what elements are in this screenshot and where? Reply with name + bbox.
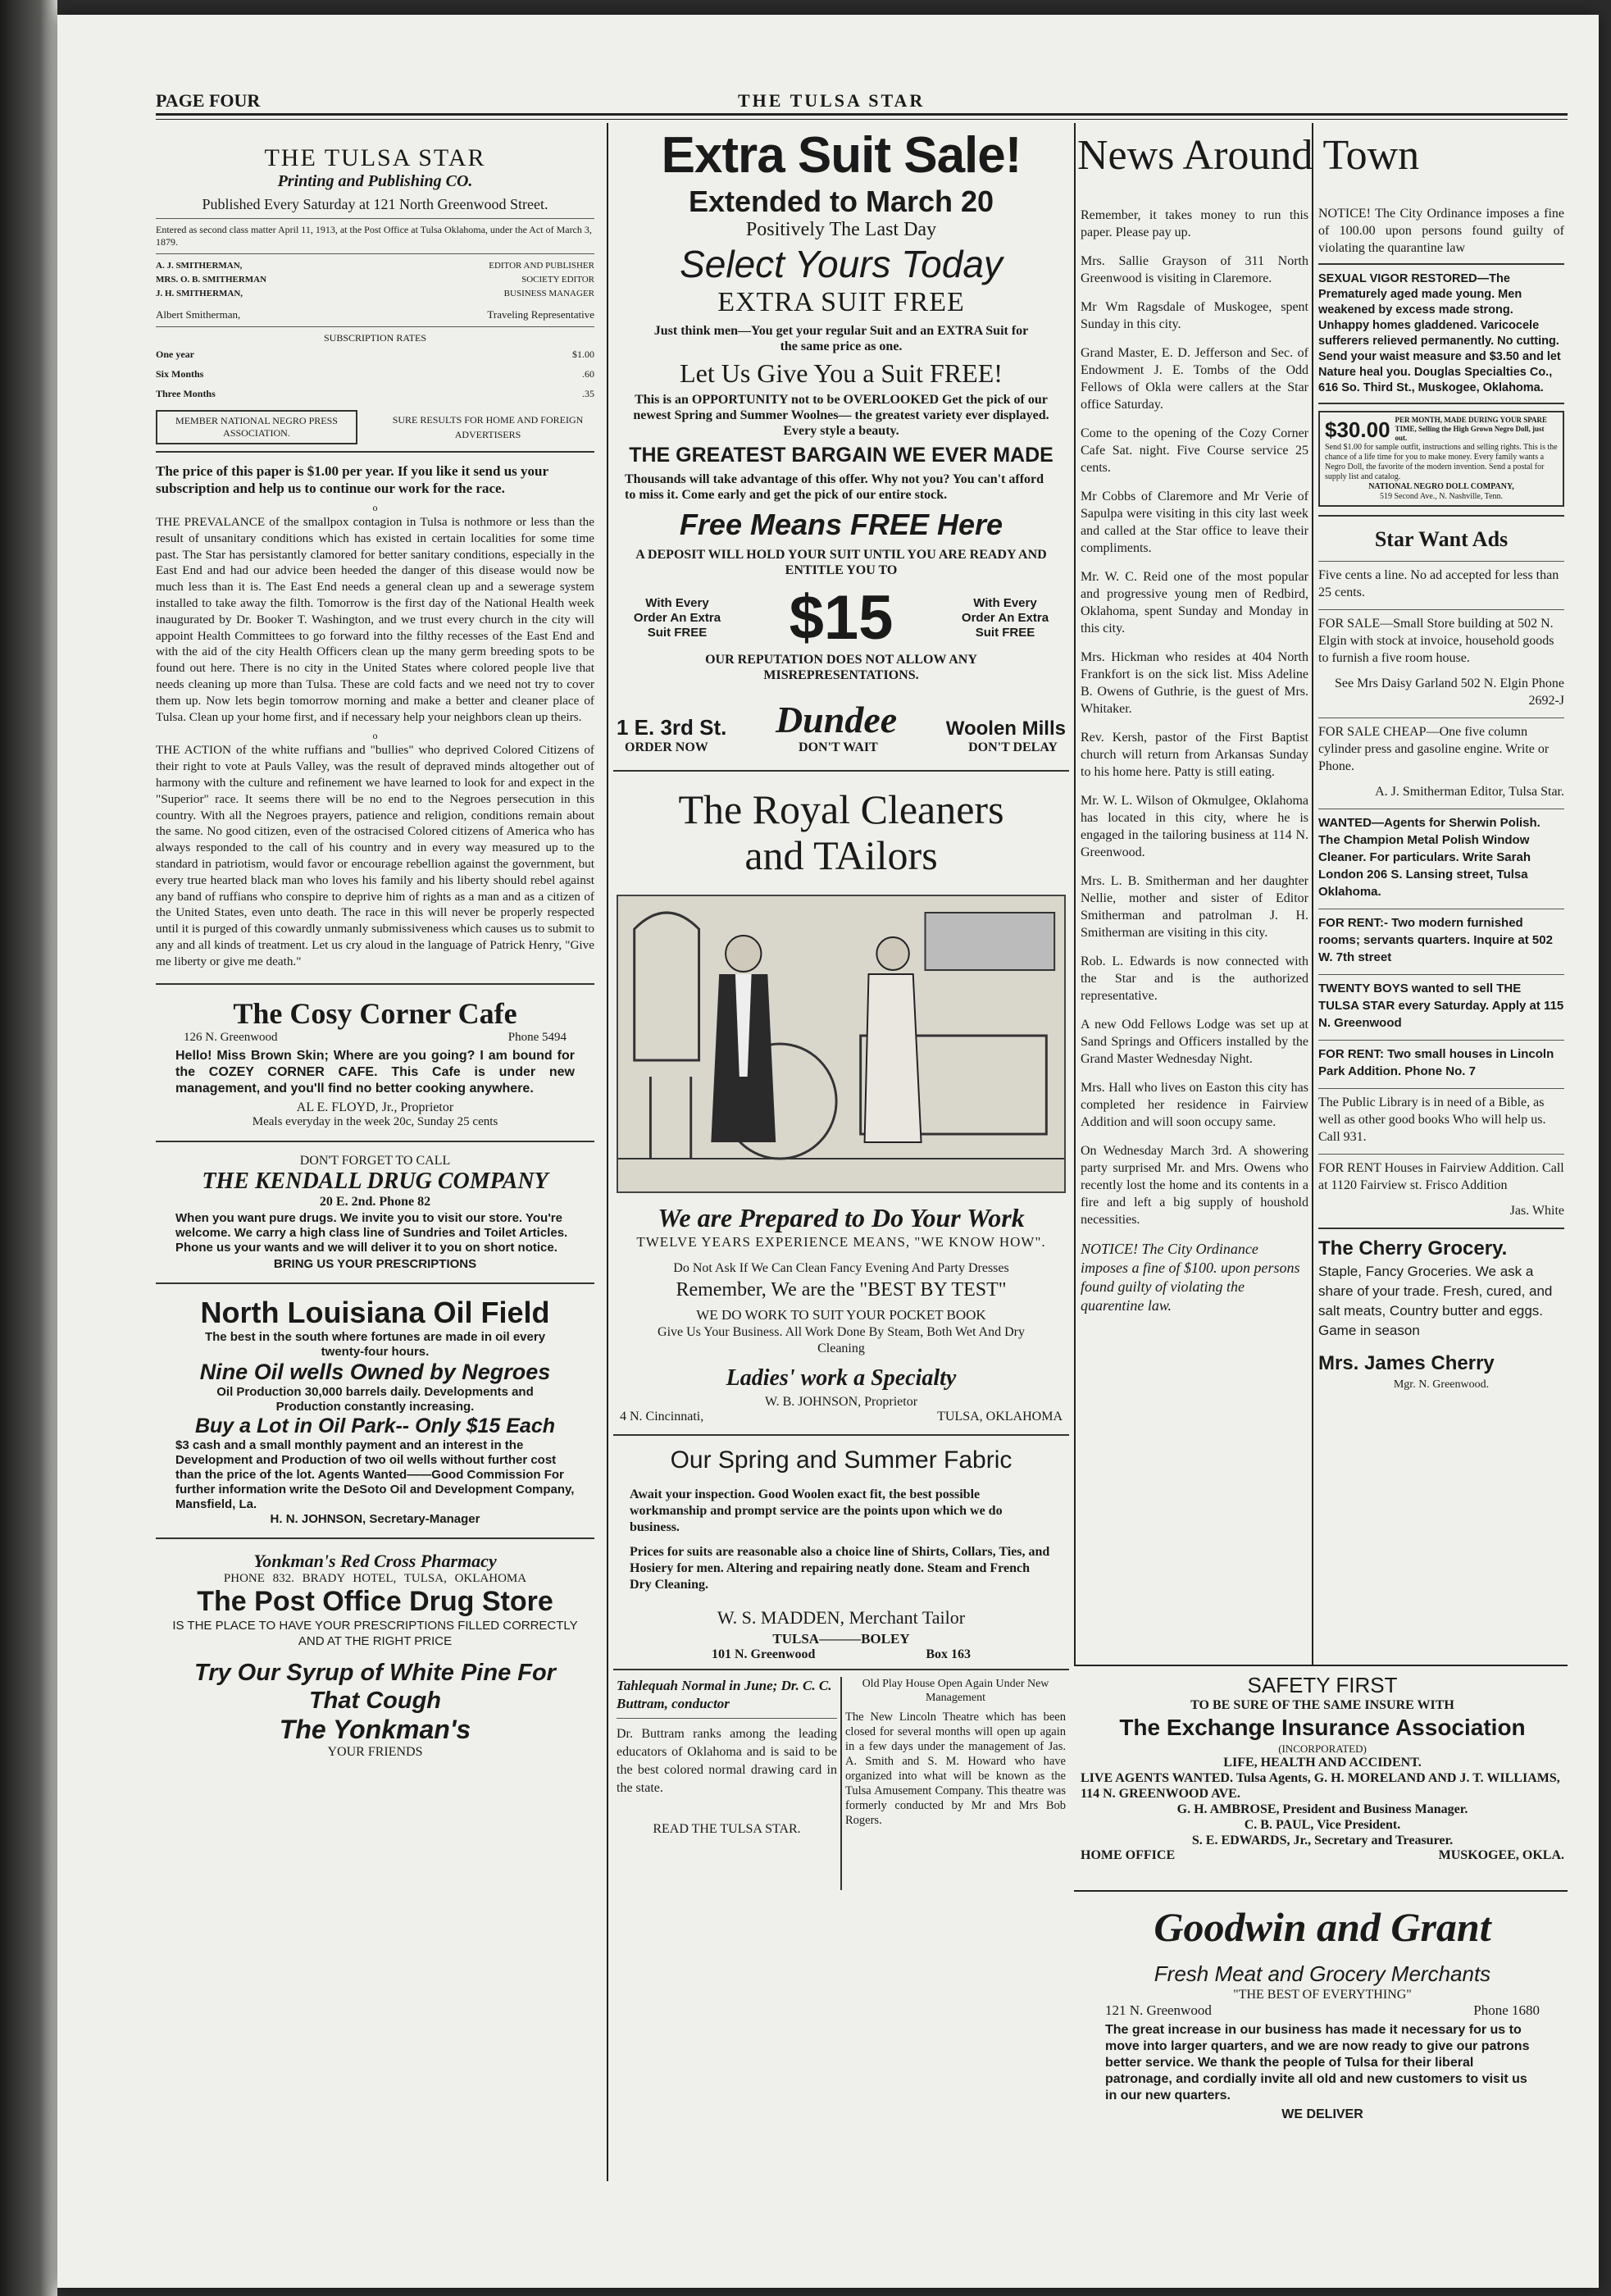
- want-ad: Jas. White: [1509, 1204, 1564, 1218]
- ad-madden-tailor: Our Spring and Summer Fabric Await your inspection. Good Woolen exact fit, the best possible workmanship and prompt service are the points upon which we do business. Prices for suits are reasonable also a choice line of Shirts, Collars, Ties, and Hosiery for men. Altering and repairing neatly done. Steam and French Dry Cleaning. W. S. MADDEN, Merchant Tailor TULSA———BOLEY 101 N. Greenwood Box 163: [630, 1446, 1050, 1661]
- subscription-rates: One year $1.00 Six Months .60 Three Months .35: [156, 348, 594, 399]
- ad-extra-suit-sale: Extra Suit Sale! Extended to March 20 Positively The Last Day Select Yours Today EXTRA SUIT FREE Just think men—You get your regular Suit and an EXTRA Suit for the same price as one. Let Us Give You a Suit FREE! This is an OPPORTUNITY not to be OVERLOOKED Get the pick of our newest Spring and Summer Woolnes— the greatest variety ever displayed. Every style a beauty. THE GREATEST BARGAIN WE EVER MADE Thousands will take advantage of this offer. Why not you? You can't afford to miss it. Come early and get the pick of our entire stock. Free Means FREE Here A DEPOSIT WILL HOLD YOUR SUIT UNTIL YOU ARE READY AND ENTITLE YOU TO With Every Order An Extra Suit FREE $15 With Every Order An Extra Suit FREE OUR REPUTATION DOES NOT ALLOW ANY MISREPRESENTATIONS. 1 E. 3rd St. Dundee Woolen Mills ORDER NOW DON'T WAIT DON'T DELAY: [617, 127, 1066, 754]
- want-ad: FOR RENT: Two small houses in Lincoln Park Addition. Phone No. 7: [1318, 1047, 1554, 1078]
- news-item: Rob. L. Edwards is now connected with the Star and is the authorized representative.: [1081, 954, 1308, 1003]
- ad-exchange-insurance: SAFETY FIRST TO BE SURE OF THE SAME INSURE WITH The Exchange Insurance Association (INCORPORATED) LIFE, HEALTH AND ACCIDENT. LIVE AGENTS WANTED. Tulsa Agents, G. H. MORELAND AND J. T. WILLIAMS, 114 N. GREENWOOD AVE. G. H. AMBROSE, President and Business Manager. C. B. PAUL, Vice President. S. E. EDWARDS, Jr., Secretary and Treasurer. HOME OFFICE MUSKOGEE, OKLA.: [1081, 1673, 1564, 1862]
- news-item: Remember, it takes money to run this paper. Please pay up.: [1081, 208, 1308, 239]
- column-want-ads: [1318, 205, 1564, 1665]
- rule-safety: [1074, 1665, 1568, 1666]
- illustration-tailor-shop: [617, 895, 1066, 1193]
- news-item: On Wednesday March 3rd. A showering party surprised Mr. and Mrs. Owens who recently lost the home and its contents in a fire and left a big supply of houshold necessities.: [1081, 1144, 1308, 1227]
- news-item: Grand Master, E. D. Jefferson and Sec. of Endowment J. E. Tombs of the Odd Fellows of Okla were callers at the Star office Saturday.: [1081, 346, 1308, 412]
- page-edge-shadow: [0, 0, 57, 2296]
- want-ad: FOR SALE—Small Store building at 502 N. Elgin with stock at invoice, household goods to furnish a five room house.: [1318, 617, 1554, 665]
- news-item: Mr. W. L. Wilson of Okmulgee, Oklahoma has located in this city, where he is engaged in the tailoring business at 114 N. Greenwood.: [1081, 794, 1308, 859]
- paper-title: THE TULSA STAR: [264, 144, 486, 171]
- published-line: Published Every Saturday at 121 North Greenwood Street.: [202, 196, 548, 212]
- news-title: News Around Town: [1077, 132, 1420, 179]
- page-number: PAGE FOUR: [156, 90, 261, 111]
- want-ad: See Mrs Daisy Garland 502 N. Elgin Phone 2692-J: [1335, 676, 1564, 708]
- column-rule-1: [607, 123, 608, 2181]
- news-item: Mrs. Hickman who resides at 404 North Frankfort is on the sick list. Miss Adeline B. Owens of Guthrie, is the guest of Mrs. Whitaker.: [1081, 650, 1308, 716]
- column-editorial: THE TULSA STAR Printing and Publishing CO. Published Every Saturday at 121 North Greenwood Street. Entered as second class matter April 11, 1913, at the Post Office at Tulsa Oklahoma, under the Act of March 3, 1879. A. J. SMITHERMAN, EDITOR AND PUBLISHER MRS. O. B. SMITHERMAN SOCIETY EDITOR J. H. SMITHERMAN, BUSINESS MANAGER Albert Smitherman, Traveling Representative SUBSCRIPTION RATES One year $1.00 Six Months .60 Three Months .35 MEMBER NATIONAL NEGRO PRESS ASSOCIATION. SURE RESULTS FOR HOME AND FOREIGN ADVERTISERS The price of this paper is $1.00 per year. If you like it send us your subscription and help us to continue our work for the race. o THE PREVALANCE of the smallpox contagion in Tulsa is nothmore or less than the result of unsanitary conditions which has existed in certain localities for some time past. The Star has persistantly clamored for better sanitary conditions, especially in the East End and had our advice been heeded the danger of this disease would now be much less than it is. The East End needs a general clean up and a sewerage system installed to take away the filth. Tomorrow is the first day of the National Health week inaugurated by Dr. Booker T. Washington, and we trust every church in the city will appoint Health Committees to go forward into the filthy recesses of the East End and with the aid of the city Health Officers clean up the many germ breeding spots to be found out here. There is no city in the United States where colored people live that needs cleaning up more than Tulsa. These are cold facts and we need not try to cover them up. Now lets begin tomorrow morning and make a better and cleaner place of Tulsa. Clean up your home first, and if necessary help your neighbors clean up theirs. o THE ACTION of the white ruffians and "bullies" who deprived Colored Citizens of their right to vote at Pauls Valley, was the result of depraved minds altogether out of harmony with the culture and refinement we have learned to look for and expect in the "Superior" race. It seems there will be no end to the Negroes persecution in this country. With all the Negroes prayers, patience and religion, conditions remain about the same. No good citizen, even of the ostracised Colored citizens of America who has always responded to the call of his country and in every way measured up to the standard in patriotism, would favor or encourage rebellion against the government, but every true hearted black man who loves his family and his liberty should rebel against any band of ruffians who conspire to deprive him of rights as a man and as a citizen of the United States, even unto death. The race in this will never be properly respected until it is purged of this cowardly unmanly submissiveness which causes us to submit to any and all kinds of treatment. Let us cry aloud in the language of Patrick Henry, "Give me liberty or give me death." The Cosy Corner Cafe 126 N. Greenwood Phone 5494 Hello! Miss Brown Skin; Where are you going? I am bound for the COZEY CORNER CAFE. This Cafe is under new management, and you'll find no better cooking anywhere. AL E. FLOYD, Jr., Proprietor Meals everyday in the week 20c, Sunday 25 cents DON'T FORGET TO CALL THE KENDALL DRUG COMPANY 20 E. 2nd. Phone 82 When you want pure drugs. We invite you to visit our store. You're welcome. We carry a high class line of Sundries and Toilet Articles. Phone us your wants and we will deliver it to you on short notice. BRING US YOUR PRESCRIPTIONS North Louisiana Oil Field The best in the south where fortunes are made in oil every twenty-four hours. Nine Oil wells Owned by Negroes Oil Production 30,000 barrels daily. Developments and Production constantly increasing. Buy a Lot in Oil Park-- Only $15 Each $3 cash and a small monthly payment and an interest in the Development and Production of two oil wells without further cost than the price of the lot. Agents Wanted——Good Commission For further information write the DeSoto Oil and Development Company, Mansfield, La. H. N. JOHNSON, Secretary-Manager Yonkman's Red Cross Pharmacy PHONE 832. BRADY HOTEL, TULSA, OKLAHOMA The Post Office Drug Store IS THE PLACE TO HAVE YOUR PRESCRIPTIONS FILLED CORRECTLY AND AT THE RIGHT PRICE Try Our Syrup of White Pine For That Cough The Yonkman's YOUR FRIENDS: [156, 139, 594, 2189]
- entered-line: Entered as second class matter April 11, 1913, at the Post Office at Tulsa Oklahoma, under the Act of March 3, 1879.: [156, 224, 592, 248]
- want-ad: TWENTY BOYS wanted to sell THE TULSA STAR every Saturday. Apply at 115 N. Greenwood: [1318, 982, 1564, 1030]
- rule-goodwin: [1074, 1890, 1568, 1892]
- ad-sexual-vigor: SEXUAL VIGOR RESTORED—The Prematurely aged made young. Men weakened by excess made strong. Unhappy homes gladdened. Varicocele sufferers relieved permanently. No cutting. Send your waist measure and $3.50 and let Nature heal you. Douglas Specialties Co., 616 So. Third St., Muskogee, Oklahoma.: [1318, 272, 1561, 394]
- price-15: $15: [789, 583, 894, 653]
- news-notice: NOTICE! The City Ordinance imposes a fine of $100. upon persons found guilty of violating the quarentine law.: [1081, 1241, 1300, 1314]
- ad-royal-cleaners: The Royal Cleaners and TAilors We are Prepared to Do Your Work TWELVE YEARS EXPERIENCE MEANS, "WE KNOW HOW". Do Not Ask If We Can Clean Fancy Evening And Party Dresses Remember, We are the "BEST BY TEST" WE DO WORK TO SUIT YOUR POCKET BOOK Give Us Your Business. All Work Done By Steam, Both Wet And Dry Cleaning Ladies' work a Specialty W. B. JOHNSON, Proprietor 4 N. Cincinnati, TULSA, OKLAHOMA: [613, 778, 1069, 1424]
- ad-negro-doll: $30.00 PER MONTH, MADE DURING YOUR SPARE TIME, Selling the High Grown Negro Doll, just out. Send $1.00 for sample outfit, instructions and selling rights. This is the chance of a life time for you to make money. Every family wants a Negro Doll, the favorite of the modern invention. Send a postal for supply list and catalog. NATIONAL NEGRO DOLL COMPANY, 519 Second Ave., N. Nashville, Tenn.: [1318, 411, 1564, 507]
- masthead: THE TULSA STAR: [738, 90, 926, 111]
- news-item: Mrs. Sallie Grayson of 311 North Greenwood is visiting in Claremore.: [1081, 254, 1308, 285]
- news-item: Come to the opening of the Cozy Corner Cafe Sat. night. Five Course service 25 cents.: [1081, 426, 1308, 475]
- ad-cherry-grocery: The Cherry Grocery. Staple, Fancy Groceries. We ask a share of your trade. Fresh, cured, and salt meats, Country butter and eggs. Game in season Mrs. James Cherry Mgr. N. Greenwood.: [1318, 1237, 1553, 1391]
- news-items: [1081, 207, 1308, 1228]
- results-note: SURE RESULTS FOR HOME AND FOREIGN ADVERTISERS: [392, 414, 584, 440]
- news-item: Mrs. L. B. Smitherman and her daughter Nellie, mother and sister of Editor Smitherman and patrolman J. H. Smitherman are visiting in this city.: [1081, 874, 1308, 940]
- item-playhouse: Old Play House Open Again Under New Management The New Lincoln Theatre which has been closed for several months will open up again in a few days under the management of Jas. A. Smith and S. M. Howard who have organized into what will be known as the Tulsa Amusement Company. This theatre was formerly conducted by Mr and Mrs Bob Rogers.: [845, 1678, 1066, 1827]
- want-ad: The Public Library is in need of a Bible, as well as other good books Who will help us. Call 931.: [1318, 1096, 1546, 1144]
- news-item: Mrs. Hall who lives on Easton this city has completed her residence in Fairview Addition and will soon occupy same.: [1081, 1081, 1308, 1129]
- subscription-heading: SUBSCRIPTION RATES: [323, 332, 427, 344]
- news-item: A new Odd Fellows Lodge was set up at Sand Springs and Officers installed by the Grand Master Wednesday Night.: [1081, 1018, 1308, 1066]
- ad-goodwin-grant: Goodwin and Grant Fresh Meat and Grocery Merchants "THE BEST OF EVERYTHING" 121 N. Greenwood Phone 1680 The great increase in our business has made it necessary for us to move into larger quarters, and we are now ready to give our patrons better service. We thank the people of Tulsa for their liberal patronage, and cordially invite all old and new customers to visit us in our new quarters. WE DELIVER: [1105, 1904, 1540, 2121]
- ad-louisiana-oil: North Louisiana Oil Field The best in the south where fortunes are made in oil every twenty-four hours. Nine Oil wells Owned by Negroes Oil Production 30,000 barrels daily. Developments and Production constantly increasing. Buy a Lot in Oil Park-- Only $15 Each $3 cash and a small monthly payment and an interest in the Development and Production of two oil wells without further cost than the price of the lot. Agents Wanted——Good Commission For further information write the DeSoto Oil and Development Company, Mansfield, La. H. N. JOHNSON, Secretary-Manager: [175, 1295, 575, 1526]
- editorial-smallpox: THE PREVALANCE of the smallpox contagion in Tulsa is nothmore or less than the result of unsanitary conditions which has existed in certain localities for some time past. The Star has persistantly clamored for better sanitary conditions, especially in the East End and had our advice been heeded the danger of this disease would now be much less than it is. The East End needs a general clean up and a sewerage system installed to take away the filth. Tomorrow is the first day of the National Health week inaugurated by Dr. Booker T. Washington, and we trust every church in the city will appoint Health Committees to go forward into the filthy recesses of the East End and with the aid of the city Health Officers clean up the many germ breeding spots to be found out here. There is no city in the United States where colored people live that needs cleaning up more than Tulsa. These are cold facts and we need not try to cover them up. Now lets begin tomorrow morning and make a better and cleaner place of Tulsa. Clean up your home first, and if necessary help your neighbors clean up theirs.: [156, 515, 594, 724]
- member-box: MEMBER NATIONAL NEGRO PRESS ASSOCIATION.: [156, 410, 357, 444]
- ad-kendall-drug: DON'T FORGET TO CALL THE KENDALL DRUG COMPANY 20 E. 2nd. Phone 82 When you want pure drugs. We invite you to visit our store. You're welcome. We carry a high class line of Sundries and Toilet Articles. Phone us your wants and we will deliver it to you on short notice. BRING US YOUR PRESCRIPTIONS: [175, 1153, 568, 1271]
- header-rule: [156, 113, 1568, 116]
- column-rule-2: [1074, 123, 1076, 1665]
- page-header: [156, 90, 1402, 115]
- column-news: [1077, 131, 1420, 1665]
- notice-quarantine: NOTICE! The City Ordinance imposes a fine of 100.00 upon persons found guilty of violating the quarantine law: [1318, 207, 1564, 255]
- ad-cosy-corner: The Cosy Corner Cafe 126 N. Greenwood Phone 5494 Hello! Miss Brown Skin; Where are you going? I am bound for the COZEY CORNER CAFE. This Cafe is under new management, and you'll find no better cooking anywhere. AL E. FLOYD, Jr., Proprietor Meals everyday in the week 20c, Sunday 25 cents: [175, 996, 575, 1128]
- item-tahlequah: Tahlequah Normal in June; Dr. C. C. Buttram, conductor Dr. Buttram ranks among the leading educators of Oklahoma and is said to be the best colored normal drawing card in the state. READ THE TULSA STAR.: [617, 1678, 837, 1836]
- want-ads-list: Five cents a line. No ad accepted for less than 25 cents. FOR SALE—Small Store building at 502 N. Elgin with stock at invoice, household goods to furnish a five room house. See Mrs Daisy Garland 502 N. Elgin Phone 2692-J FOR SALE CHEAP—One five column cylinder press and gasoline engine. Write or Phone. A. J. Smitherman Editor, Tulsa Star. WANTED—Agents for Sherwin Polish. The Champion Metal Polish Window Cleaner. For particulars. Write Sarah London 206 S. Lansing street, Tulsa Oklahoma. FOR RENT:- Two modern furnished rooms; servants quarters. Inquire at 502 W. 7th street TWENTY BOYS wanted to sell THE TULSA STAR every Saturday. Apply at 115 N. Greenwood FOR RENT: Two small houses in Lincoln Park Addition. Phone No. 7 The Public Library is in need of a Bible, as well as other good books Who will help us. Call 931. FOR RENT Houses in Fairview Addition. Call at 1120 Fairview st. Frisco Addition Jas. White: [1318, 568, 1564, 1218]
- header-rule-thin: [156, 119, 1568, 120]
- want-ad: WANTED—Agents for Sherwin Polish. The Champion Metal Polish Window Cleaner. For particulars. Write Sarah London 206 S. Lansing street, Tulsa Oklahoma.: [1318, 816, 1540, 899]
- news-item: Mr Wm Ragsdale of Muskogee, spent Sunday in this city.: [1081, 300, 1308, 331]
- news-item: Mr Cobbs of Claremore and Mr Verie of Sapulpa were visiting in this city last week and called at the Star office to leave their compliments.: [1081, 490, 1308, 555]
- editorial-pauls-valley: THE ACTION of the white ruffians and "bullies" who deprived Colored Citizens of their right to vote at Pauls Valley, was the result of depraved minds altogether out of harmony with the culture and refinement we have learned to look for and expect in the "Superior" race. It seems there will be no end to the Negroes persecution in this country. With all the Negroes prayers, patience and religion, conditions remain about the same. No good citizen, even of the ostracised Colored citizens of America who has always responded to the call of his country and in every way measured up to the standard in patriotism, would favor or encourage rebellion against the government, but every true hearted black man who loves his family and his liberty should rebel against any band of ruffians who conspire to deprive him of rights as a man and as a citizen of the United States, even unto death. The race in this will never be properly respected until it is purged of this cowardly unmanly submissiveness which causes us to submit to any and all kinds of treatment. Let us cry aloud in the language of Patrick Henry, "Give me liberty or give me death.": [156, 743, 594, 968]
- news-item: Mr. W. C. Reid one of the most popular and progressive young men of Redbird, Oklahoma, spent Sunday and Monday in this city.: [1081, 570, 1308, 636]
- column-rule-3: [1312, 123, 1313, 1665]
- column-ads-center: [613, 127, 1069, 2185]
- company-name: Printing and Publishing CO.: [277, 172, 473, 190]
- staff-list: A. J. SMITHERMAN, EDITOR AND PUBLISHER MRS. O. B. SMITHERMAN SOCIETY EDITOR J. H. SMITHERMAN, BUSINESS MANAGER Albert Smitherman, Traveling Representative: [156, 261, 594, 321]
- want-ad: FOR RENT Houses in Fairview Addition. Call at 1120 Fairview st. Frisco Addition: [1318, 1161, 1564, 1192]
- want-ad: A. J. Smitherman Editor, Tulsa Star.: [1375, 785, 1564, 799]
- ad-yonkman: Yonkman's Red Cross Pharmacy PHONE 832. BRADY HOTEL, TULSA, OKLAHOMA The Post Office Drug Store IS THE PLACE TO HAVE YOUR PRESCRIPTIONS FILLED CORRECTLY AND AT THE RIGHT PRICE Try Our Syrup of White Pine For That Cough The Yonkman's YOUR FRIENDS: [172, 1550, 578, 1759]
- news-item: Rev. Kersh, pastor of the First Baptist church will return from Arkansas Sunday to his home here. Patty is still eating.: [1081, 731, 1308, 779]
- want-ad: FOR RENT:- Two modern furnished rooms; servants quarters. Inquire at 502 W. 7th street: [1318, 916, 1553, 964]
- want-ads-title: Star Want Ads: [1374, 527, 1509, 551]
- price-note: The price of this paper is $1.00 per year. If you like it send us your subscription and help us to continue our work for the race.: [156, 463, 548, 496]
- dundee-logo: Dundee: [775, 699, 898, 740]
- want-ad: FOR SALE CHEAP—One five column cylinder press and gasoline engine. Write or Phone.: [1318, 725, 1550, 773]
